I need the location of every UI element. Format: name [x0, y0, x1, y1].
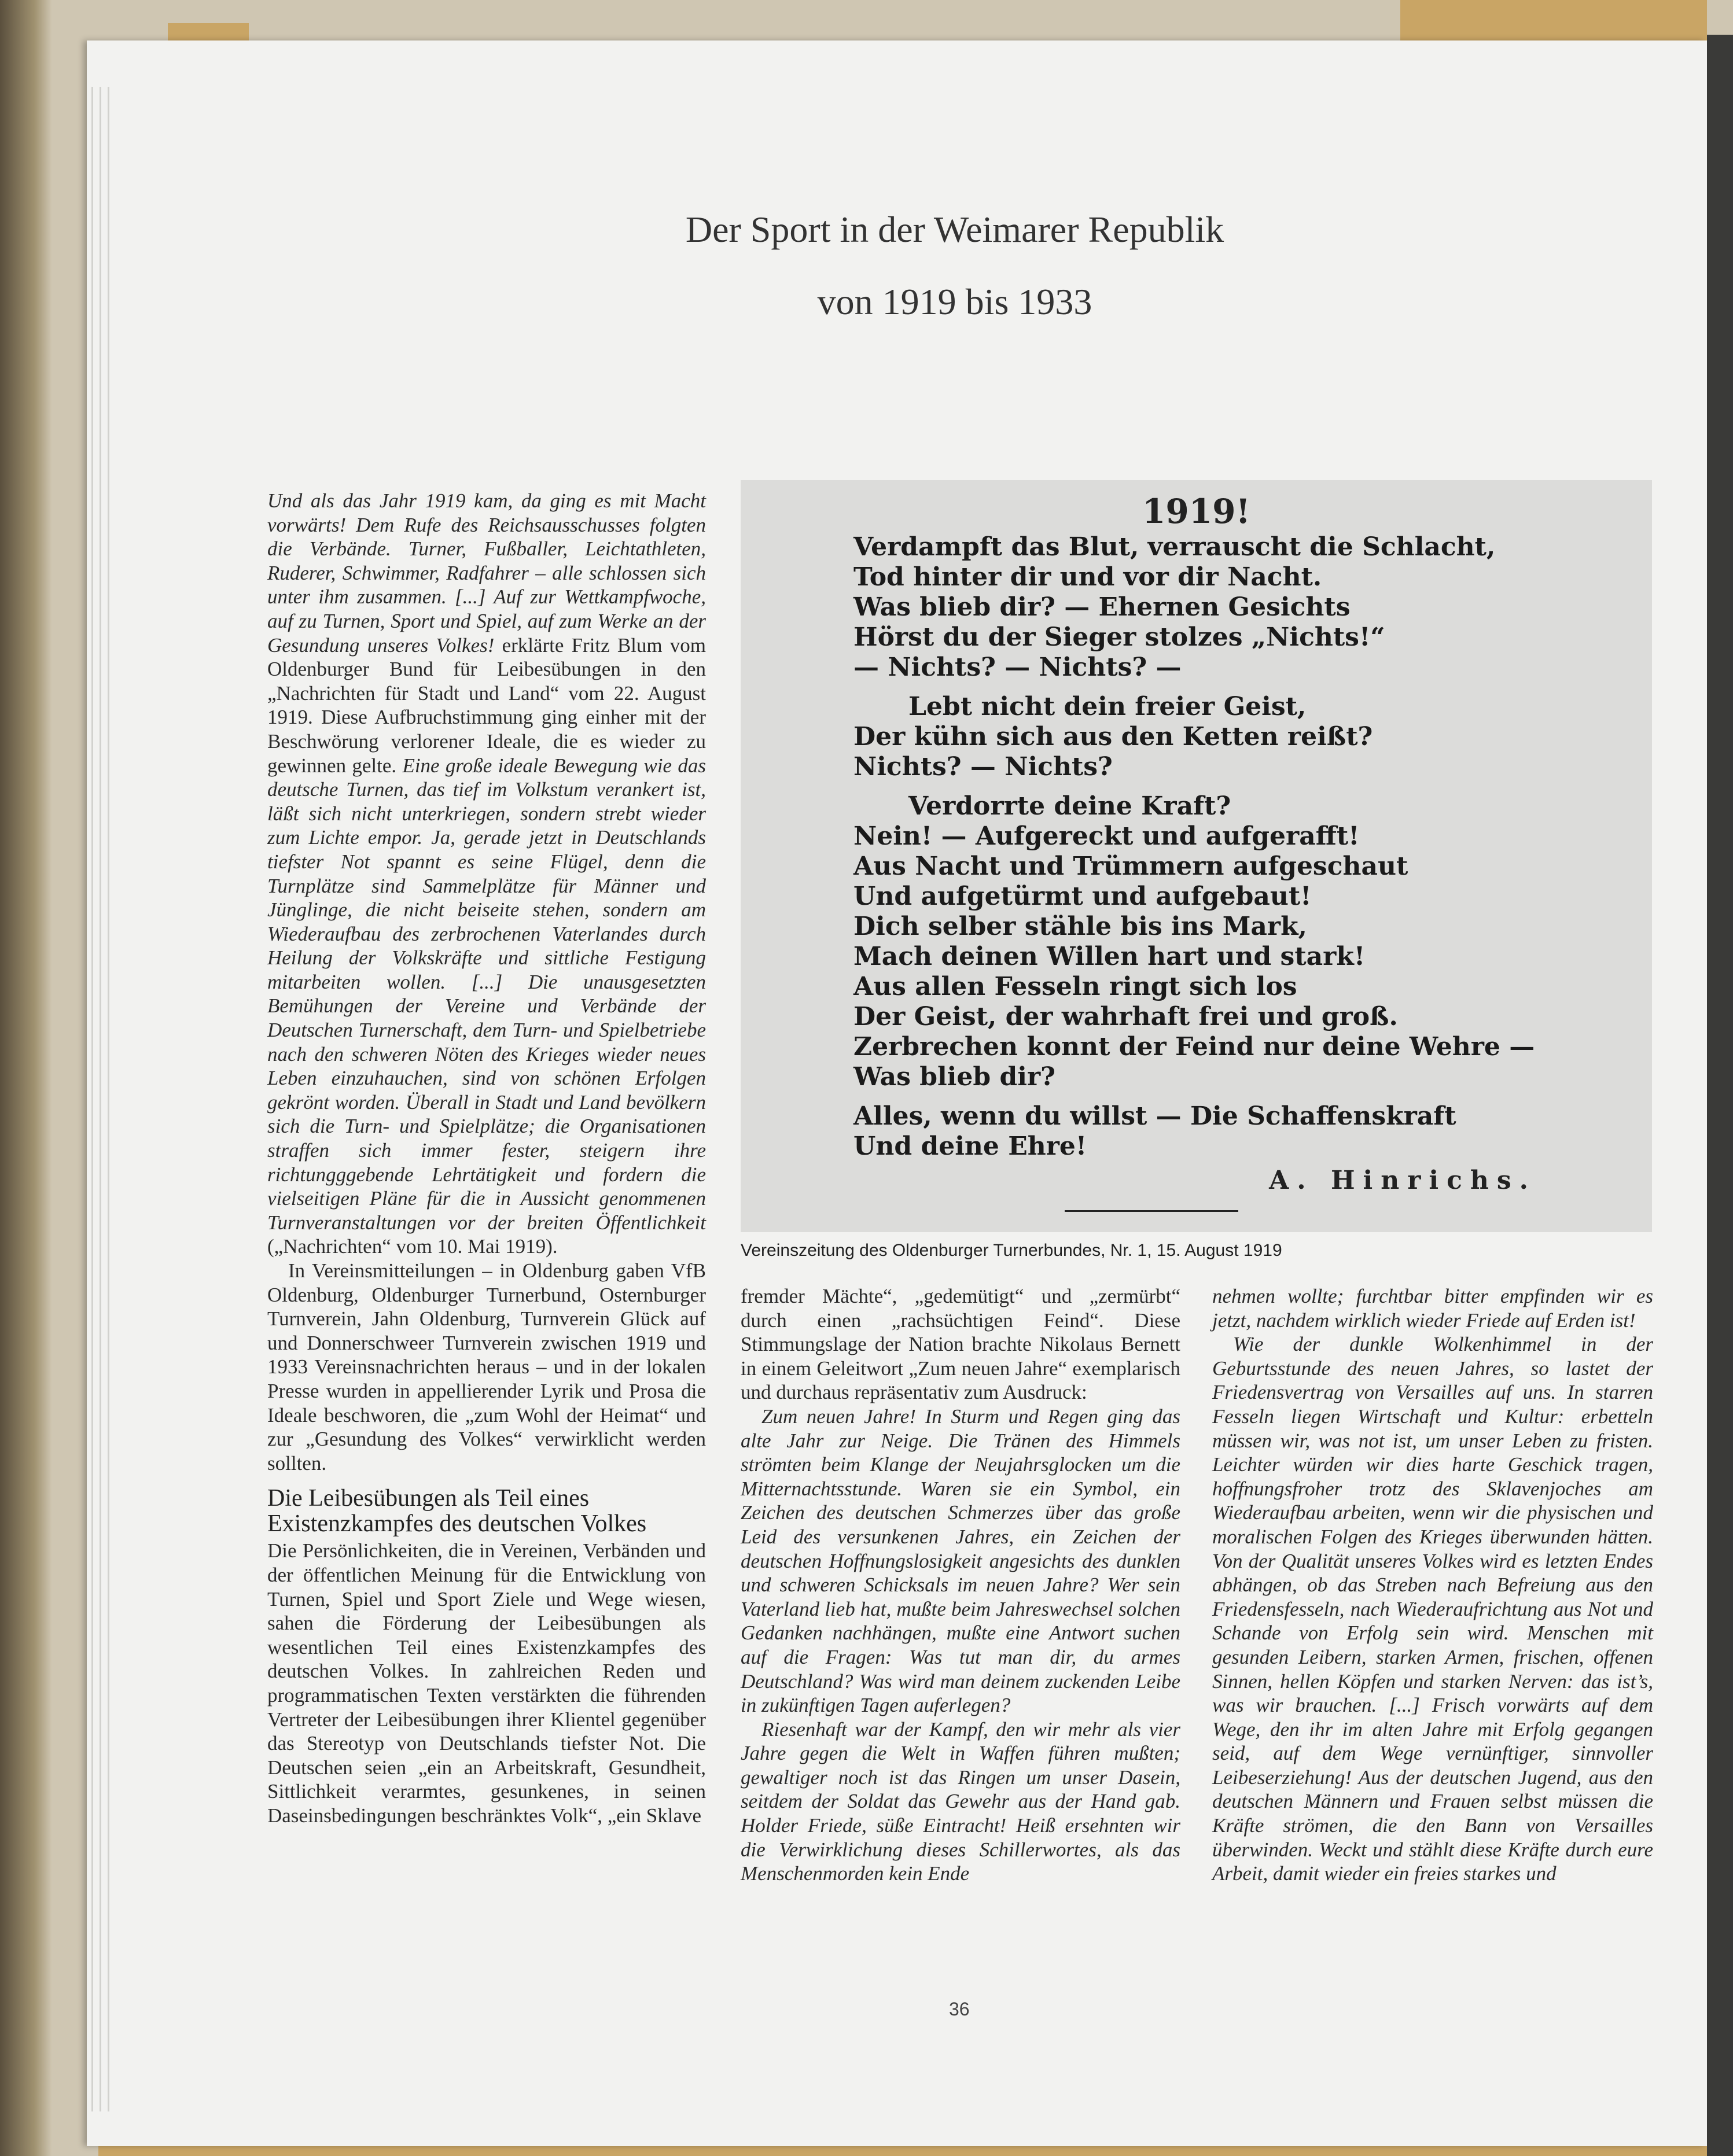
poem-line: Aus Nacht und Trümmern aufgeschaut [853, 852, 1408, 881]
poem-line: Und deine Ehre! [853, 1132, 1087, 1161]
text-column-1 [267, 489, 706, 1827]
cover-edge-top-right [1400, 0, 1707, 46]
poem-line: Zerbrechen konnt der Feind nur deine Wehre — [853, 1032, 1535, 1062]
poem-title: 1919! [1142, 492, 1250, 531]
poem-line: Hörst du der Sieger stolzes „Nichts!“ [853, 622, 1385, 652]
text-column-3 [1212, 1284, 1653, 1886]
poem-line: Mach deinen Willen hart und stark! [853, 942, 1366, 971]
quote-neues-jahr: Zum neuen Jahre! In Sturm und Regen ging das alte Jahr zur Neige. Die Tränen des Himmels strömten beim Klange der Neujahrsglocken um die Mitternachtsstunde. Waren sie ein Symbol, ein Zeichen des deutschen Schmerzes über das große Leid des versunkenen Jahres, ein Zeichen der deutschen Hoffnungslosigkeit angesichts des dunklen und schweren Schicksals im neuen Jahre? Wer sein Vaterland lieb hat, mußte beim Jahreswechsel solchen Gedanken nachhängen, mußte eine Antwort suchen auf die Fragen: Was tut man dir, du armes Deutschland? Was wird man deinem zuckenden Leibe in zukünftigen Tagen auferlegen? [741, 1405, 1180, 1717]
page-edge-line [91, 87, 93, 2111]
poem-line: Verdorrte deine Kraft? [908, 791, 1231, 821]
quote-blum: Und als das Jahr 1919 kam, da ging es mit Macht vorwärts! Dem Rufe des Reichsausschusses folgten die Verbände. Turner, Fußballer, Leichtathleten, Ruderer, Schwimmer, Radfahrer – alle schlossen sich unter ihm zusammen. [...] Auf zur Wettkampfwoche, auf zu Turnen, Sport und Spiel, auf zum Werke an der Gesundung unseres Volkes! [267, 489, 706, 657]
quote-nehmen-wollte: nehmen wollte; furchtbar bitter empfinden wir es jetzt, nachdem wirklich wieder Friede auf Erden ist! [1212, 1285, 1653, 1332]
quote-riesenhaft: Riesenhaft war der Kampf, den wir mehr als vier Jahre gegen die Welt in Waffen führen mußten; gewaltiger noch ist das Ringen um unser Dasein, seitdem der Soldat das Gewehr aus der Hand gab. Holder Friede, süße Eintracht! Heiß ersehnten wir die Verwirklichung dieses Schillerwortes, als das Menschenmorden kein Ende [741, 1718, 1180, 1885]
page-edge-line [100, 87, 101, 2111]
paragraph-fremder-maechte: fremder Mächte“, „gedemütigt“ und „zermürbt“ durch einen „rachsüchtigen Feind“. Diese Stimmungslage der Nation brachte Nikolaus Bernett in einem Geleitwort „Zum neuen Jahre“ exemplarisch und durchaus repräsentativ zum Ausdruck: [741, 1285, 1180, 1404]
spine-shadow [1707, 35, 1733, 2156]
quote-wolkenhimmel: Wie der dunkle Wolkenhimmel in der Geburtsstunde des neuen Jahres, so lastet der Friedensvertrag von Versailles auf uns. In starren Fesseln liegen Wirtschaft und Kultur: erbetteln müssen wir, was not ist, um unser Leben zu fristen. Leichter würden wir dies harte Geschick tragen, hoffnungsfroher trotz des Sklavenjoches am Wiederaufbau arbeiten, wenn wir die physischen und moralischen Folgen des Krieges überwunden hätten. Von der Qualität unseres Volkes wird es letzten Endes abhängen, ob das Streben nach Befreiung aus den Friedensfesseln, nach Wiederaufrichtung aus Not und Schande von Erfolg sein wird. Menschen mit gesunden Leibern, starken Armen, frischen, offenen Sinnen, hellen Köpfen und starken Nerven: das ist’s, was wir brauchen. [...] Frisch vorwärts auf dem Wege, den ihr im alten Jahre mit Erfolg gegangen seid, auf dem Wege vernünftiger, sinnvoller Leibeserziehung! Aus der deutschen Jugend, aus den deutschen Männern und Frauen selbst müssen die Kräfte strömen, die den Bann von Versailles überwinden. Weckt und stählt diese Kräfte durch eure Arbeit, damit wieder ein freies starkes und [1212, 1333, 1653, 1885]
quote-nachrichten: Eine große ideale Bewegung wie das deutsche Turnen, das tief im Volkstum verankert ist, läßt sich nicht unterkriegen, sondern strebt wieder zum Lichte empor. Ja, gerade jetzt in Deutschlands tiefster Not spannt es seine Flügel, denn die Turnplätze sind Sammelplätze für Männer und Jünglinge, die nicht beiseite stehen, sondern am Wiederaufbau des zerbrochenen Vaterlandes durch Heilung der Volkskräfte und sittliche Festigung mitarbeiten wollen. [...] Die unausgesetzten Bemühungen der Vereine und Verbände der Deutschen Turnerschaft, dem Turn- und Spielbetriebe nach den schweren Nöten des Krieges wieder neues Leben einzuhauchen, sind von schönen Erfolgen gekrönt worden. Überall in Stadt und Land bevölkern sich die Turn- und Spielplätze; die Organisationen straffen sich immer fester, steigern ihre richtungggebende Lehrtätigkeit und fordern die vielseitigen Pläne für die in Aussicht genommenen Turnveranstaltungen vor der breiten Öffentlichkeit [267, 754, 707, 1234]
page-title-line2: von 1919 bis 1933 [817, 281, 1092, 322]
text-column-2 [741, 1284, 1180, 1886]
poem-line: Nein! — Aufgereckt und aufgerafft! [853, 821, 1360, 851]
poem-line: Der Geist, der wahrhaft frei und groß. [853, 1002, 1398, 1031]
page-edge-line [108, 87, 109, 2111]
poem-facsimile [741, 480, 1652, 1232]
poem-line: Verdampft das Blut, verrauscht die Schlacht, [853, 532, 1496, 562]
poem-line: Dich selber stähle bis ins Mark, [853, 912, 1307, 941]
intro-paragraph [267, 489, 706, 1259]
poem-line: Lebt nicht dein freier Geist, [908, 692, 1307, 721]
poem-line: Und aufgetürmt und aufgebaut! [853, 882, 1312, 911]
poem-line: — Nichts? — Nichts? — [853, 653, 1182, 682]
poem-divider [1065, 1210, 1238, 1212]
poem-line: Nichts? — Nichts? [853, 752, 1113, 782]
section-heading: Die Leibesübungen als Teil eines Existenzkampfes des deutschen Volkes [267, 1485, 647, 1538]
paragraph-vereinsmitteilungen: In Vereinsmitteilungen – in Oldenburg gaben VfB Oldenburg, Oldenburger Turnerbund, Osternburger Turnverein, Jahn Oldenburg, Turnverein Glück auf und Donnerschweer Turnverein zwischen 1919 und 1933 Vereinsnachrichten heraus – und in der lokalen Presse wurden in appellierender Lyrik und Prosa die Ideale beschworen, die „zum Wohl der Heimat“ und zur „Gesundung des Volkes“ verwirklicht werden sollten. [267, 1259, 706, 1475]
paragraph-persoenlichkeiten: Die Persönlichkeiten, die in Vereinen, Verbänden und der öffentlichen Meinung für die Entwicklung von Turnen, Spiel und Sport Ziele und Wege wiesen, sahen die Förderung der Leibesübungen als wesentlichen Teil eines Existenzkampfes des deutschen Volkes. In zahlreichen Reden und programmatischen Texten verstärkten die führenden Vertreter der Leibesübungen ihrer Klientel gegenüber das Stereotyp von Deutschlands tiefster Not. Die Deutschen seien „ein an Arbeitskraft, Gesundheit, Sittlichkeit verarmtes, gesunkenes, in seinen Daseinsbedingungen beschränktes Volk“, „ein Sklave [267, 1539, 706, 1827]
citation-text: („Nachrichten“ vom 10. Mai 1919). [267, 1235, 558, 1258]
poem-line: Was blieb dir? [853, 1062, 1055, 1092]
poem-signature: A. Hinrichs. [1269, 1166, 1536, 1195]
poem-line: Tod hinter dir und vor dir Nacht. [853, 562, 1322, 592]
poem-line: Aus allen Fesseln ringt sich los [853, 972, 1297, 1001]
figure-caption: Vereinszeitung des Oldenburger Turnerbundes, Nr. 1, 15. August 1919 [741, 1241, 1282, 1260]
poem-line: Alles, wenn du willst — Die Schaffenskraft [853, 1101, 1456, 1131]
page-title-line1: Der Sport in der Weimarer Republik [685, 209, 1224, 250]
poem-line: Der kühn sich aus den Ketten reißt? [853, 722, 1373, 751]
paragraph-text: erklärte Fritz Blum vom Oldenburger Bund für Leibesübungen in den „Nachrichten für Stadt und Land“ vom 22. August 1919. Diese Aufbruchstimmung ging einher mit der Beschwörung verlorener Ideale, die es wieder zu gewinnen gelte. [267, 633, 707, 777]
poem-line: Was blieb dir? — Ehernen Gesichts [853, 592, 1351, 622]
page-number: 36 [949, 1999, 970, 2019]
